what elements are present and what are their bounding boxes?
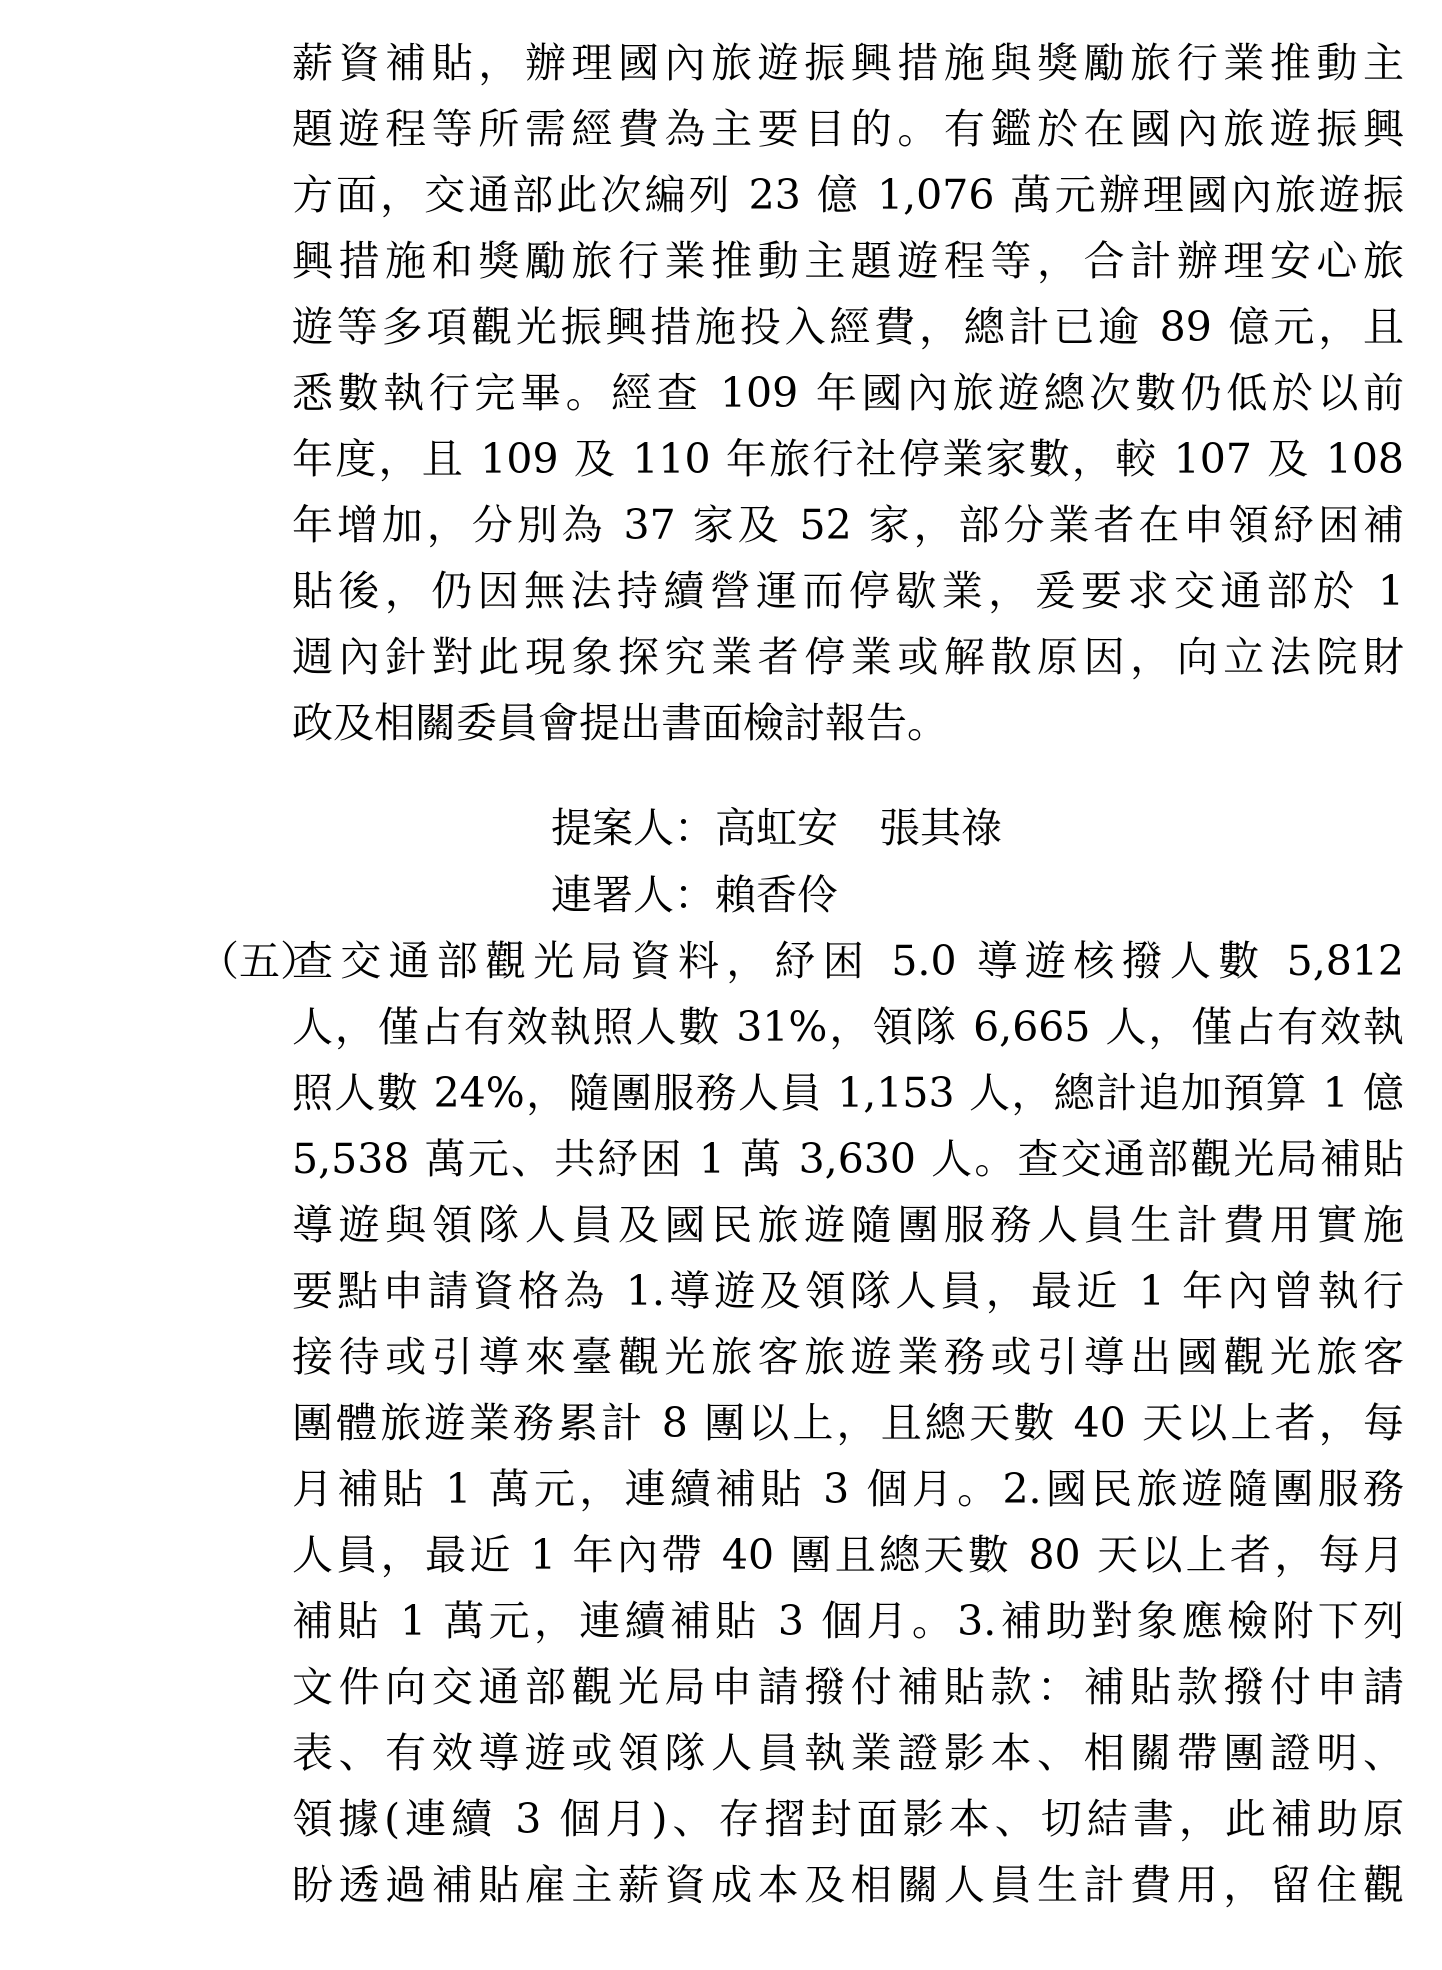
item-line: 領據(連續 3 個月)、存摺封面影本、切結書，此補助原 [292, 1795, 1404, 1843]
item-line: 導遊與領隊人員及國民旅遊隨團服務人員生計費用實施 [292, 1201, 1404, 1249]
paragraph-line: 方面，交通部此次編列 23 億 1,076 萬元辦理國內旅遊振 [292, 171, 1404, 219]
paragraph-line: 年度，且 109 及 110 年旅行社停業家數，較 107 及 108 [292, 435, 1404, 483]
paragraph-line: 年增加，分別為 37 家及 52 家，部分業者在申領紓困補 [292, 501, 1404, 549]
item-line: 照人數 24%，隨團服務人員 1,153 人，總計追加預算 1 億 [292, 1069, 1404, 1117]
item-line: 查交通部觀光局資料，紓困 5.0 導遊核撥人數 5,812 [292, 937, 1404, 985]
item-line: 表、有效導遊或領隊人員執業證影本、相關帶團證明、 [292, 1729, 1404, 1777]
item-marker: （五） [198, 937, 321, 985]
item-line: 人員，最近 1 年內帶 40 團且總天數 80 天以上者，每月 [292, 1531, 1404, 1579]
item-line: 要點申請資格為 1.導遊及領隊人員，最近 1 年內曾執行 [292, 1267, 1404, 1315]
paragraph-line: 興措施和獎勵旅行業推動主題遊程等，合計辦理安心旅 [292, 237, 1404, 285]
item-line: 接待或引導來臺觀光旅客旅遊業務或引導出國觀光旅客 [292, 1333, 1404, 1381]
paragraph-line: 薪資補貼，辦理國內旅遊振興措施與獎勵旅行業推動主 [292, 39, 1404, 87]
item-line: 月補貼 1 萬元，連續補貼 3 個月。2.國民旅遊隨團服務 [292, 1465, 1404, 1513]
paragraph-line: 週內針對此現象探究業者停業或解散原因，向立法院財 [292, 633, 1404, 681]
paragraph-line: 政及相關委員會提出書面檢討報告。 [292, 699, 948, 747]
item-line: 文件向交通部觀光局申請撥付補貼款：補貼款撥付申請 [292, 1663, 1404, 1711]
paragraph-line: 題遊程等所需經費為主要目的。有鑑於在國內旅遊振興 [292, 105, 1404, 153]
cosigner-line: 連署人：賴香伶 [551, 871, 838, 919]
paragraph-line: 貼後，仍因無法持續營運而停歇業，爰要求交通部於 1 [292, 567, 1404, 615]
item-line: 補貼 1 萬元，連續補貼 3 個月。3.補助對象應檢附下列 [292, 1597, 1404, 1645]
paragraph-line: 悉數執行完畢。經查 109 年國內旅遊總次數仍低於以前 [292, 369, 1404, 417]
paragraph-line: 遊等多項觀光振興措施投入經費，總計已逾 89 億元，且 [292, 303, 1404, 351]
item-line: 團體旅遊業務累計 8 團以上，且總天數 40 天以上者，每 [292, 1399, 1404, 1447]
item-line: 5,538 萬元、共紓困 1 萬 3,630 人。查交通部觀光局補貼 [292, 1135, 1404, 1183]
item-line: 盼透過補貼雇主薪資成本及相關人員生計費用，留住觀 [292, 1861, 1404, 1909]
item-line: 人，僅占有效執照人數 31%，領隊 6,665 人，僅占有效執 [292, 1003, 1404, 1051]
proposer-line: 提案人：高虹安 張其祿 [551, 804, 1002, 852]
